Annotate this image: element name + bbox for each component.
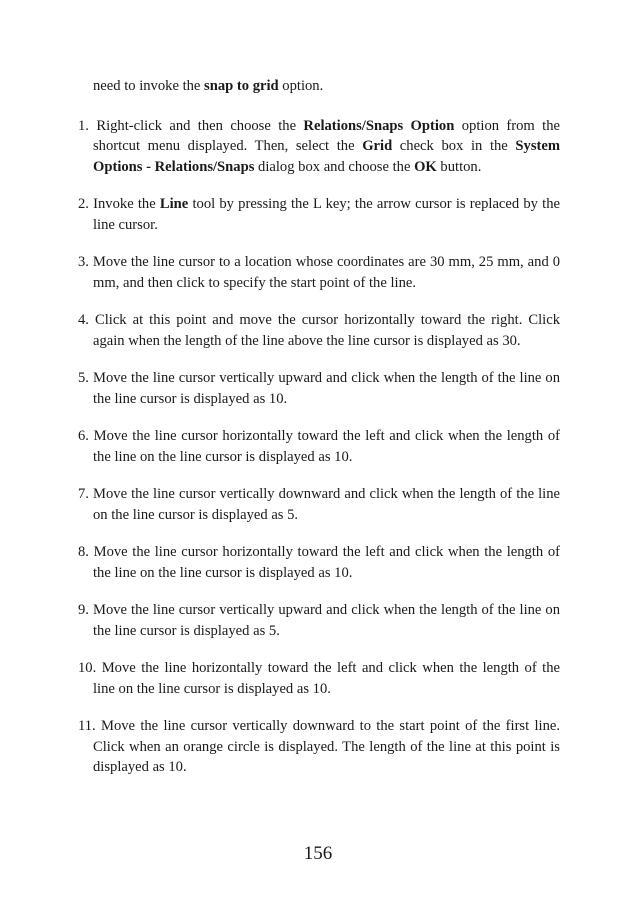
step-number: 4. <box>78 312 89 328</box>
step-text: button. <box>436 158 482 175</box>
step-bold-term: System Options - Relations/Snaps <box>93 138 560 175</box>
step-text: Move the line cursor horizontally toward the left and click when the length of the line on the line cursor is displayed as 10. <box>88 544 560 581</box>
intro-paragraph <box>78 76 560 97</box>
step-number: 3. <box>78 254 89 270</box>
step-text: Move the line cursor vertically upward and click when the length of the line on the line cursor is displayed as 5. <box>88 602 560 639</box>
step-text: dialog box and choose the <box>254 158 415 175</box>
step-number: 10. <box>78 660 97 676</box>
step-text: Move the line horizontally toward the left and click when the length of the line on the line cursor is displayed as 10. <box>93 660 560 697</box>
step-bold-term: Grid <box>362 138 393 154</box>
step-item <box>78 252 560 293</box>
step-text: tool by pressing the L key; the arrow cursor is replaced by the line cursor. <box>93 196 560 233</box>
step-item <box>78 426 560 467</box>
step-number: 11. <box>78 718 96 734</box>
step-item <box>78 484 560 525</box>
page-number: 156 <box>303 843 333 864</box>
intro-text-after: option. <box>278 78 324 94</box>
step-number: 7. <box>78 486 89 502</box>
step-item <box>78 658 560 699</box>
step-text: Move the line cursor vertically downward and click when the length of the line on the line cursor is displayed as 5. <box>88 486 560 523</box>
page-body <box>78 76 560 778</box>
step-bold-term: Relations/Snaps Option <box>303 117 455 134</box>
step-text: Invoke the <box>88 196 160 212</box>
step-item <box>78 116 560 178</box>
step-number: 2. <box>78 196 89 212</box>
step-bold-term: OK <box>414 158 437 175</box>
step-number: 8. <box>78 544 89 560</box>
steps-list <box>78 116 560 778</box>
step-text: Move the line cursor vertically upward and click when the length of the line on the line cursor is displayed as 10. <box>88 370 560 407</box>
step-text: check box in the <box>392 138 516 154</box>
step-text: option from the shortcut menu displayed. Then, select the <box>93 117 560 154</box>
step-item <box>78 600 560 641</box>
step-item <box>78 310 560 351</box>
step-number: 6. <box>78 428 89 444</box>
step-item <box>78 368 560 409</box>
step-item <box>78 716 560 778</box>
intro-bold-term: snap to grid <box>204 78 279 94</box>
step-bold-term: Line <box>159 196 189 212</box>
step-text: Click at this point and move the cursor horizontally toward the right. Click again when the length of the line above the line cursor is displayed as 30. <box>88 312 560 349</box>
step-text: Move the line cursor horizontally toward the left and click when the length of the line on the line cursor is displayed as 10. <box>88 428 560 465</box>
step-text: Move the line cursor vertically downward to the start point of the first line. Click when an orange circle is displayed. The length of the line at this point is displayed as 10. <box>93 718 560 775</box>
step-item <box>78 542 560 583</box>
intro-text-before: need to invoke the <box>93 78 205 94</box>
step-item <box>78 194 560 235</box>
step-text: Move the line cursor to a location whose coordinates are 30 mm, 25 mm, and 0 mm, and then click to specify the start point of the line. <box>88 254 560 291</box>
step-number: 1. <box>78 117 89 134</box>
step-text: Right-click and then choose the <box>88 117 304 134</box>
step-number: 5. <box>78 370 89 386</box>
step-number: 9. <box>78 602 89 618</box>
